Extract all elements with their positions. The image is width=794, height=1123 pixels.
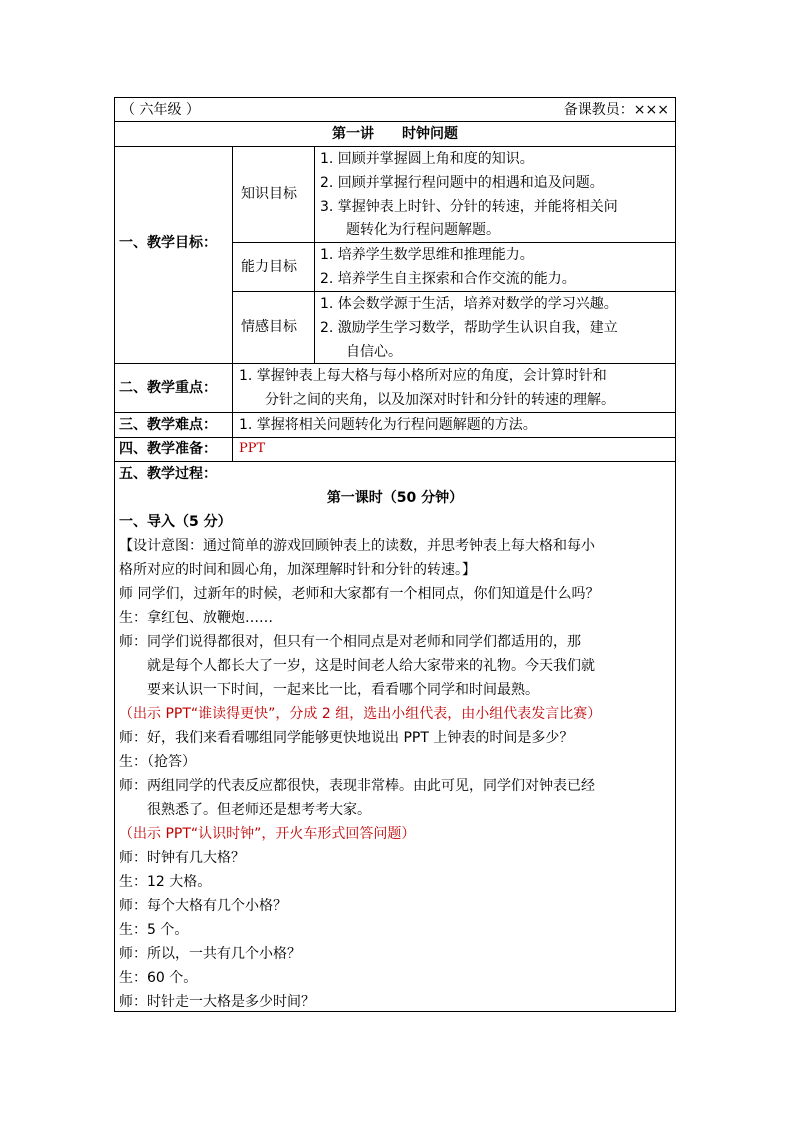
page-title: 第一讲 时钟问题 xyxy=(332,126,458,142)
grade-label: （ 六年级 ） xyxy=(121,102,200,118)
dialogue-line: 师：时钟有几大格？ xyxy=(119,850,245,866)
dialogue-line: 就是每个人都长大了一岁，这是时间老人给大家带来的礼物。今天我们就 xyxy=(147,658,595,674)
dialogue-line: 生：5 个。 xyxy=(119,922,189,938)
dialogue-line: 生：60 个。 xyxy=(119,970,198,986)
stage-direction: （出示 PPT“认识时钟”，开火车形式回答问题） xyxy=(119,826,416,842)
emotion-goal-item: 自信心。 xyxy=(346,344,402,360)
knowledge-goal-item: 1. 回顾并掌握圆上角和度的知识。 xyxy=(320,151,534,167)
divider xyxy=(232,146,233,461)
lesson-plan-table xyxy=(114,97,676,1012)
prep-label: 四、教学准备： xyxy=(119,441,217,457)
ability-goal-label: 能力目标 xyxy=(241,259,297,275)
dialogue-line: 师 同学们，过新年的时候，老师和大家都有一个相同点，你们知道是什么吗？ xyxy=(119,586,600,602)
stage-direction: （出示 PPT“谁读得更快”，分成 2 组，选出小组代表，由小组代表发言比赛） xyxy=(119,706,602,722)
prep-text: PPT xyxy=(239,441,266,456)
dialogue-line: 生：12 大格。 xyxy=(119,874,212,890)
focus-line: 分针之间的夹角，以及加深对时针和分针的转速的理解。 xyxy=(265,392,615,408)
emotion-goal-label: 情感目标 xyxy=(241,319,297,335)
design-intent: 格所对应的时间和圆心角，加深理解时针和分针的转速。】 xyxy=(119,562,476,578)
intro-heading: 一、导入（5 分） xyxy=(119,514,232,530)
goals-label: 一、教学目标： xyxy=(119,235,217,251)
focus-line: 1. 掌握钟表上每大格与每小格所对应的角度，会计算时针和 xyxy=(239,368,607,384)
dialogue-line: 要来认识一下时间，一起来比一比，看看哪个同学和时间最熟。 xyxy=(147,682,539,698)
dialogue-line: 师：每个大格有几个小格？ xyxy=(119,898,287,914)
knowledge-goal-item: 题转化为行程问题解题。 xyxy=(346,222,500,238)
process-label: 五、教学过程： xyxy=(119,466,217,482)
difficulty-text: 1. 掌握将相关问题转化为行程问题解题的方法。 xyxy=(239,417,537,433)
focus-label: 二、教学重点： xyxy=(119,380,217,396)
emotion-goal-item: 2. 激励学生学习数学，帮助学生认识自我，建立 xyxy=(320,320,618,336)
dialogue-line: 师：两组同学的代表反应都很快，表现非常棒。由此可见，同学们对钟表已经 xyxy=(119,778,595,794)
teacher-label: 备课教员：××× xyxy=(563,102,669,118)
dialogue-line: 师：所以，一共有几个小格？ xyxy=(119,946,301,962)
dialogue-line: 师：好，我们来看看哪组同学能够更快地说出 PPT 上钟表的时间是多少？ xyxy=(119,730,574,746)
dialogue-line: 师：同学们说得都很对，但只有一个相同点是对老师和同学们都适用的，那 xyxy=(119,634,581,650)
divider xyxy=(314,146,315,363)
knowledge-goal-item: 3. 掌握钟表上时针、分针的转速，并能将相关问 xyxy=(320,199,618,215)
dialogue-line: 师：时针走一大格是多少时间？ xyxy=(119,994,315,1010)
design-intent: 【设计意图：通过简单的游戏回顾钟表上的读数，并思考钟表上每大格和每小 xyxy=(119,538,595,554)
emotion-goal-item: 1. 体会数学源于生活，培养对数学的学习兴趣。 xyxy=(320,296,618,312)
ability-goal-item: 1. 培养学生数学思维和推理能力。 xyxy=(320,247,534,263)
difficulty-label: 三、教学难点： xyxy=(119,417,217,433)
knowledge-goal-item: 2. 回顾并掌握行程问题中的相遇和追及问题。 xyxy=(320,175,604,191)
dialogue-line: 很熟悉了。但老师还是想考考大家。 xyxy=(147,802,371,818)
dialogue-line: 生：拿红包、放鞭炮…… xyxy=(119,610,273,626)
ability-goal-item: 2. 培养学生自主探索和合作交流的能力。 xyxy=(320,271,576,287)
knowledge-goal-label: 知识目标 xyxy=(241,186,297,202)
lesson-heading: 第一课时（50 分钟） xyxy=(326,490,464,506)
dialogue-line: 生：（抢答） xyxy=(119,754,196,770)
